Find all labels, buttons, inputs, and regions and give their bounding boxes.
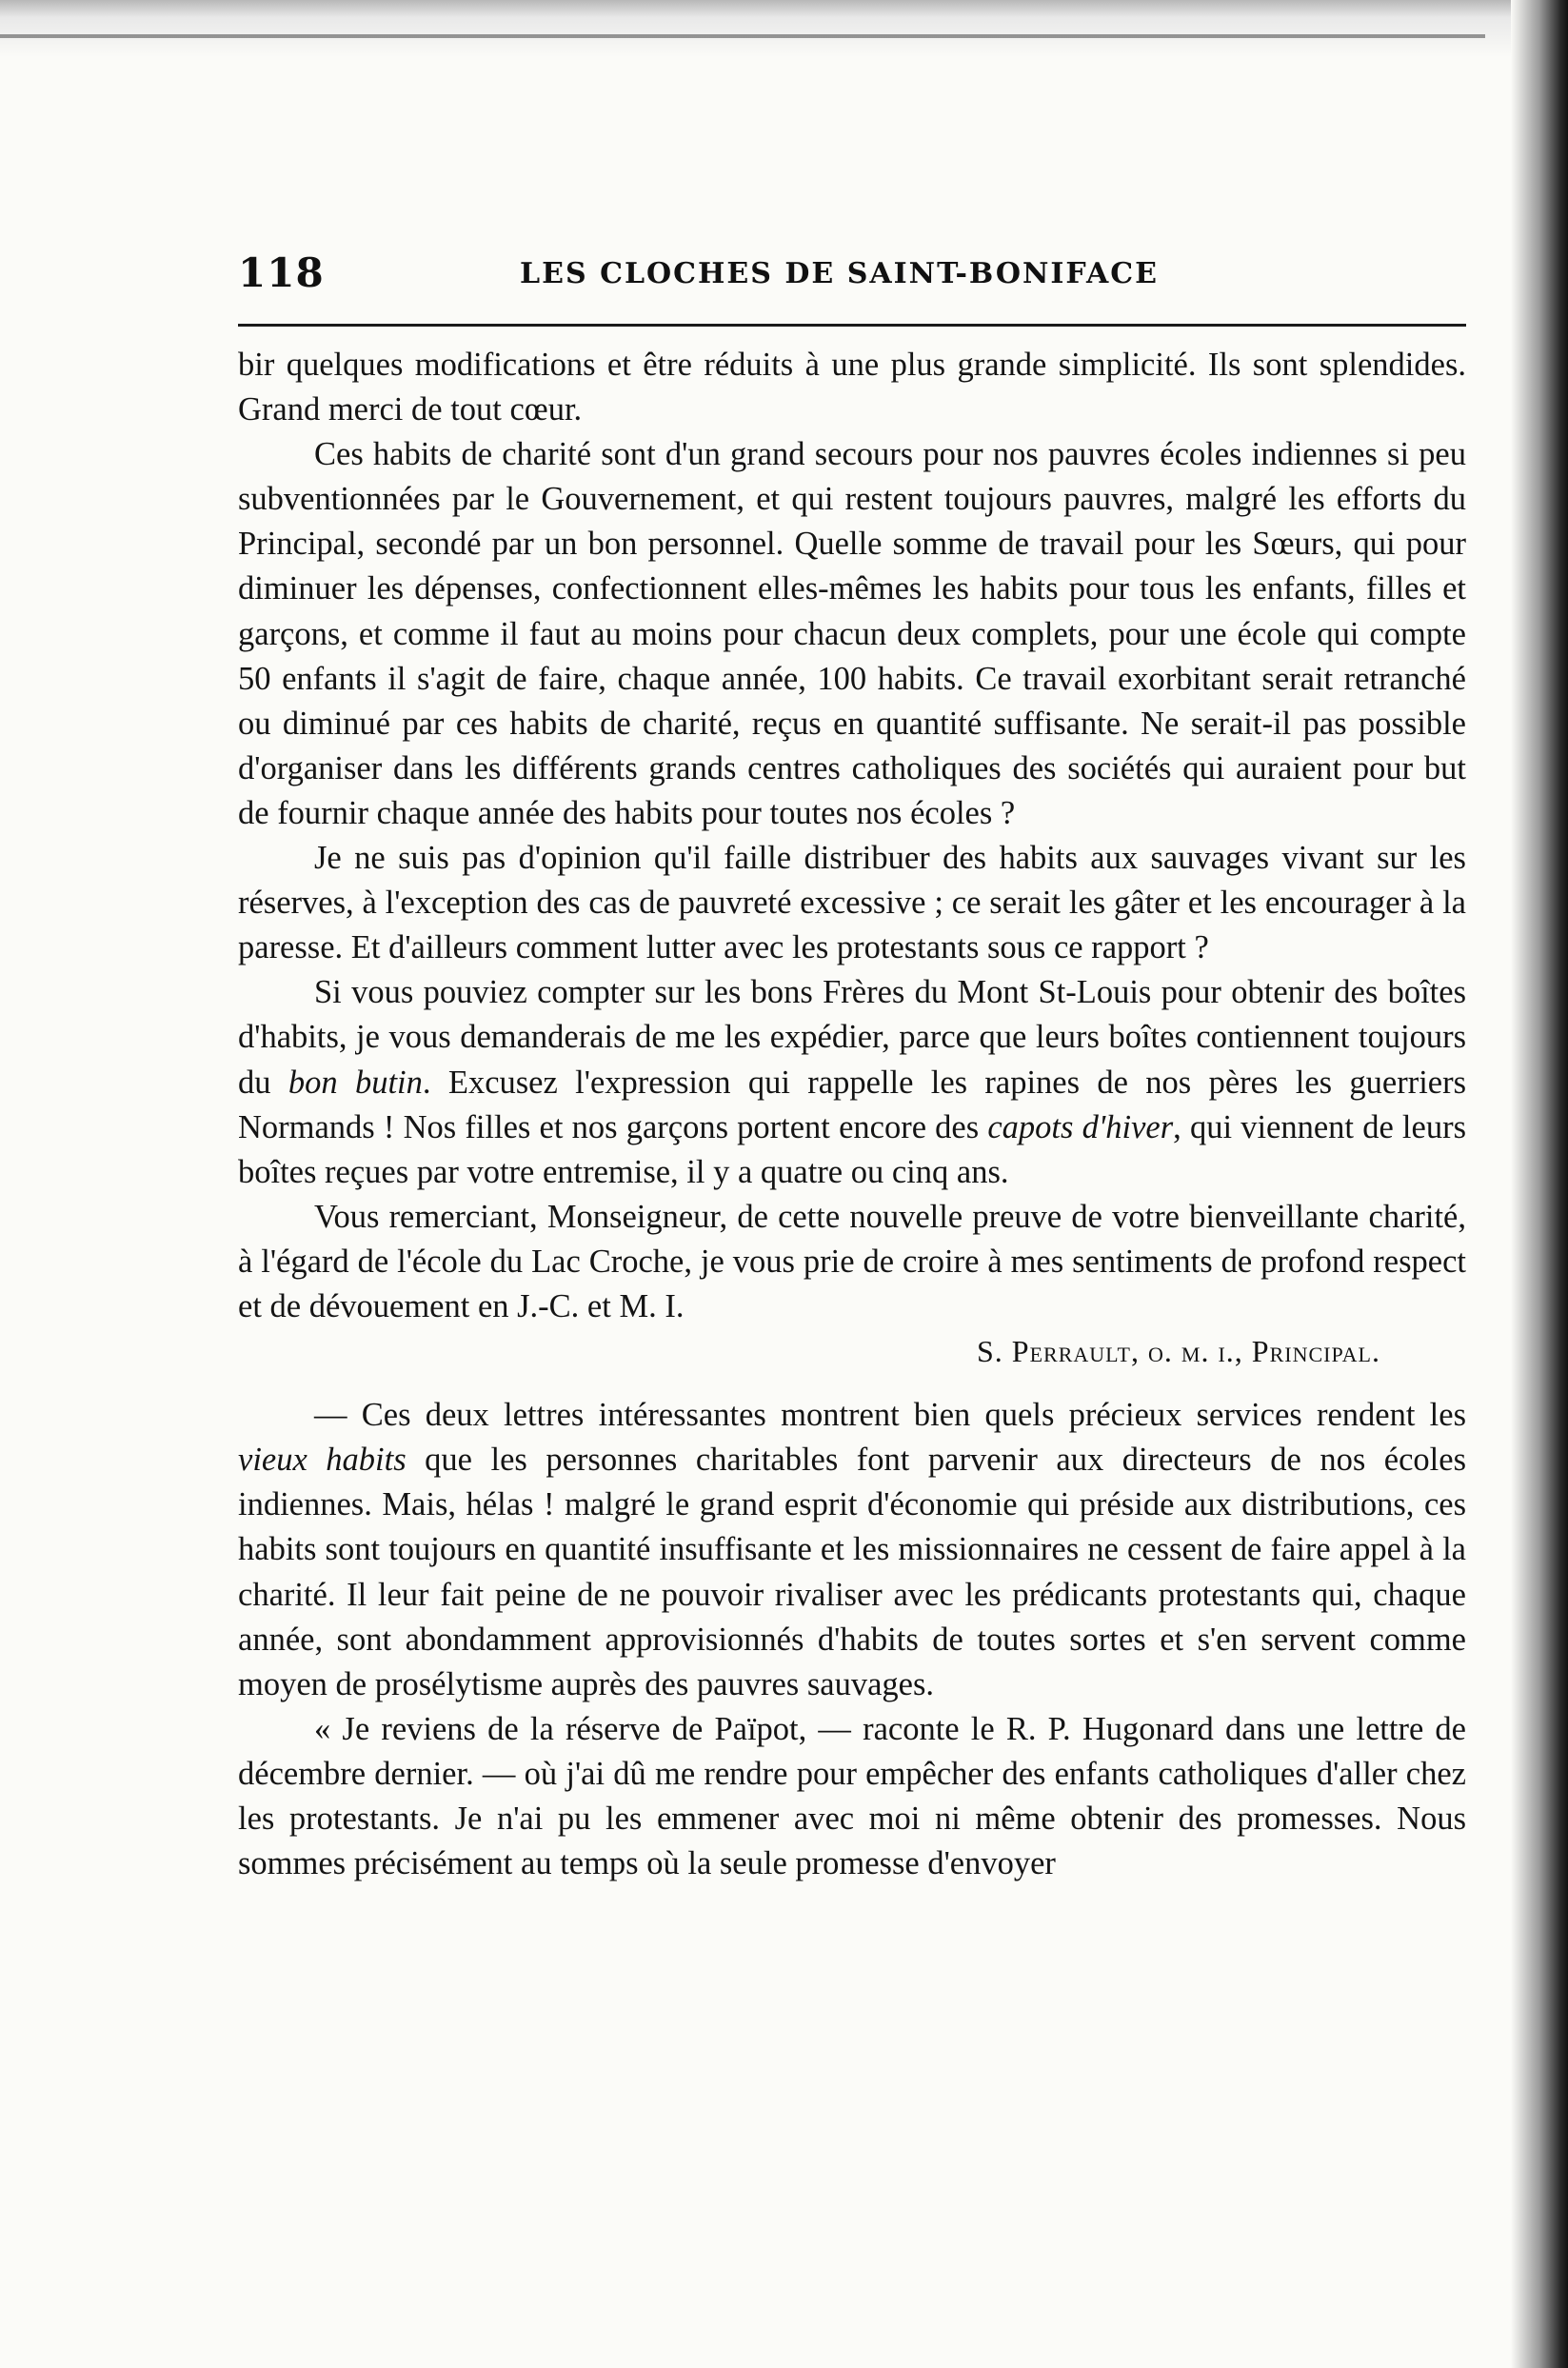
- paragraph-charity-clothes: Ces habits de charité sont d'un grand secours pour nos pauvres écoles indiennes si peu subventionnées par le Gouvernement, et qui restent toujours pauvres, malgré les efforts du Principal, secondé par un bon personnel. Quelle somme de travail pour les Sœurs, qui pour diminuer les dépenses, confectionnent elles-mêmes les habits pour tous les enfants, filles et garçons, et comme il faut au moins pour chacun deux complets, pour une école qui compte 50 enfants il s'agit de faire, chaque année, 100 habits. Ce travail exorbitant serait retranché ou diminué par ces habits de charité, reçus en quantité suffisante. Ne serait-il pas possible d'organiser dans les différents grands centres catholiques des sociétés qui auraient pour but de fournir chaque année des habits pour toutes nos écoles ?: [238, 436, 1466, 831]
- paragraph-continuation: bir quelques modifications et être réduits à une plus grande simplicité. Ils sont splendides. Grand merci de tout cœur.: [238, 347, 1466, 428]
- page-header: [238, 249, 1476, 307]
- running-title: LES CLOCHES DE SAINT-BONIFACE: [520, 257, 1159, 290]
- paragraph-hugonard-quote: « Je reviens de la réserve de Païpot, — raconte le R. P. Hugonard dans une lettre de décembre dernier. — où j'ai dû me rendre pour empêcher des enfants catholiques d'aller chez les protestants. Je n'ai pu les emmener avec moi ni même obtenir des promesses. Nous sommes précisément au temps où la seule promesse d'envoyer: [238, 1710, 1466, 1882]
- p4-italic-bon-butin: bon butin: [288, 1064, 423, 1101]
- section-gap: [238, 1374, 1466, 1393]
- p4-italic-capots: capots d'hiver: [987, 1108, 1174, 1145]
- p6-italic-vieux-habits: vieux habits: [238, 1442, 407, 1479]
- p4-text-a: Si vous pouviez compter sur les bons Frères du Mont St-Louis pour obtenir des boîtes d'habits, je vous demanderais de me les expédier, parce que leurs boîtes contiennent toujours du: [238, 974, 1466, 1101]
- p4-text-b: . Excusez l'expression qui rappelle les rapines de nos pères les guerriers Normands ! Nos filles et nos garçons portent encore des: [238, 1064, 1467, 1145]
- paragraph-closing: Vous remerciant, Monseigneur, de cette nouvelle preuve de votre bienveillante charité, à l'égard de l'école du Lac Croche, je vous prie de croire à mes sentiments de profond respect et de dévouement en J.-C. et M. I.: [238, 1198, 1466, 1324]
- paragraph-opinion: Je ne suis pas d'opinion qu'il faille distribuer des habits aux sauvages vivant sur les réserves, à l'exception des cas de pauvreté excessive ; ce serait les gâter et les encourager à la paresse. Et d'ailleurs comment lutter avec les protestants sous ce rapport ?: [238, 840, 1466, 966]
- signature: S. Perrault, o. m. i., Principal.: [976, 1334, 1380, 1369]
- body-text: [238, 343, 1466, 1886]
- p6-text-a: — Ces deux lettres intéressantes montrent bien quels précieux services rendent les: [314, 1397, 1466, 1434]
- p6-text-b: que les personnes charitables font parvenir aux directeurs de nos écoles indiennes. Mais, hélas ! malgré le grand esprit d'économie qui préside aux distributions, ces habits sont toujours en quantité insuffisante et les missionnaires ne cessent de faire appel à la charité. Il leur fait peine de ne pouvoir rivaliser avec les prédicants protestants qui, chaque année, sont abondamment approvisionnés d'habits de toutes sortes et s'en servent comme moyen de prosélytisme auprès des pauvres sauvages.: [238, 1442, 1466, 1702]
- scan-top-shadow: [0, 0, 1568, 57]
- p4-text-c: , qui viennent de leurs boîtes reçues par votre entremise, il y a quatre ou cinq ans.: [238, 1108, 1466, 1190]
- scan-right-edge-shadow: [1511, 0, 1568, 2368]
- paragraph-commentary: [238, 1393, 1466, 1707]
- scan-top-edge-line: [0, 34, 1485, 38]
- paragraph-freres-mont-st-louis: [238, 970, 1466, 1194]
- page-number: 118: [238, 249, 325, 296]
- header-rule: [238, 324, 1466, 327]
